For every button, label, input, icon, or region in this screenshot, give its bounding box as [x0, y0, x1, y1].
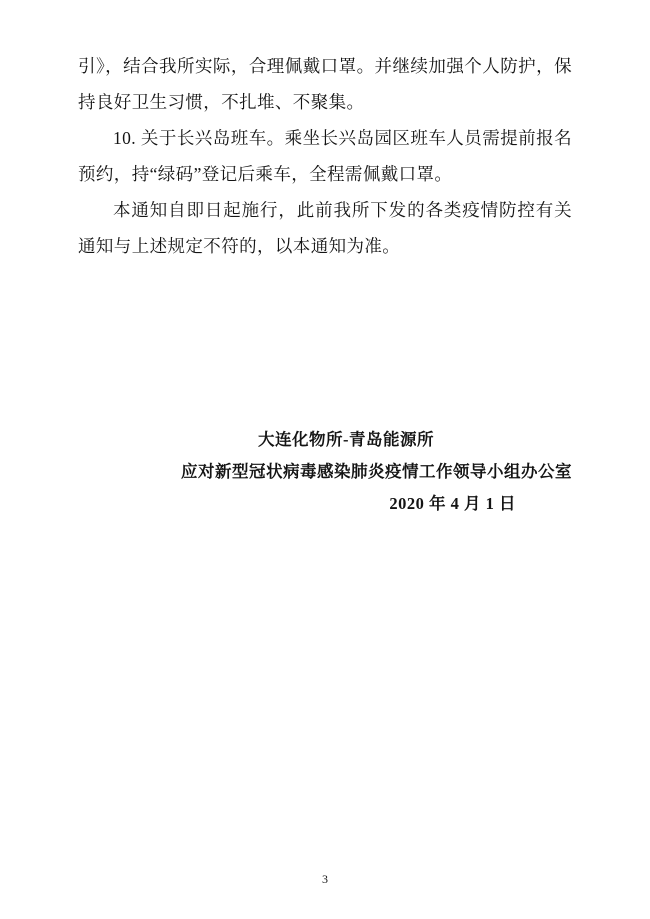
signature-office: 应对新型冠状病毒感染肺炎疫情工作领导小组办公室	[181, 462, 572, 481]
paragraph-effective-notice: 本通知自即日起施行，此前我所下发的各类疫情防控有关通知与上述规定不符的，以本通知为准。	[78, 200, 572, 256]
signature-organization: 大连化物所-青岛能源所	[258, 430, 434, 449]
paragraph-continuation: 引》，结合我所实际，合理佩戴口罩。并继续加强个人防护，保持良好卫生习惯，不扎堆、不聚集。	[78, 56, 572, 112]
page-number: 3	[322, 872, 328, 886]
signature-block	[78, 424, 572, 520]
signature-date: 2020 年 4 月 1 日	[389, 494, 516, 513]
document-body	[78, 48, 572, 264]
paragraph-item-10: 10. 关于长兴岛班车。乘坐长兴岛园区班车人员需提前报名预约，持“绿码”登记后乘车，全程需佩戴口罩。	[78, 128, 572, 184]
